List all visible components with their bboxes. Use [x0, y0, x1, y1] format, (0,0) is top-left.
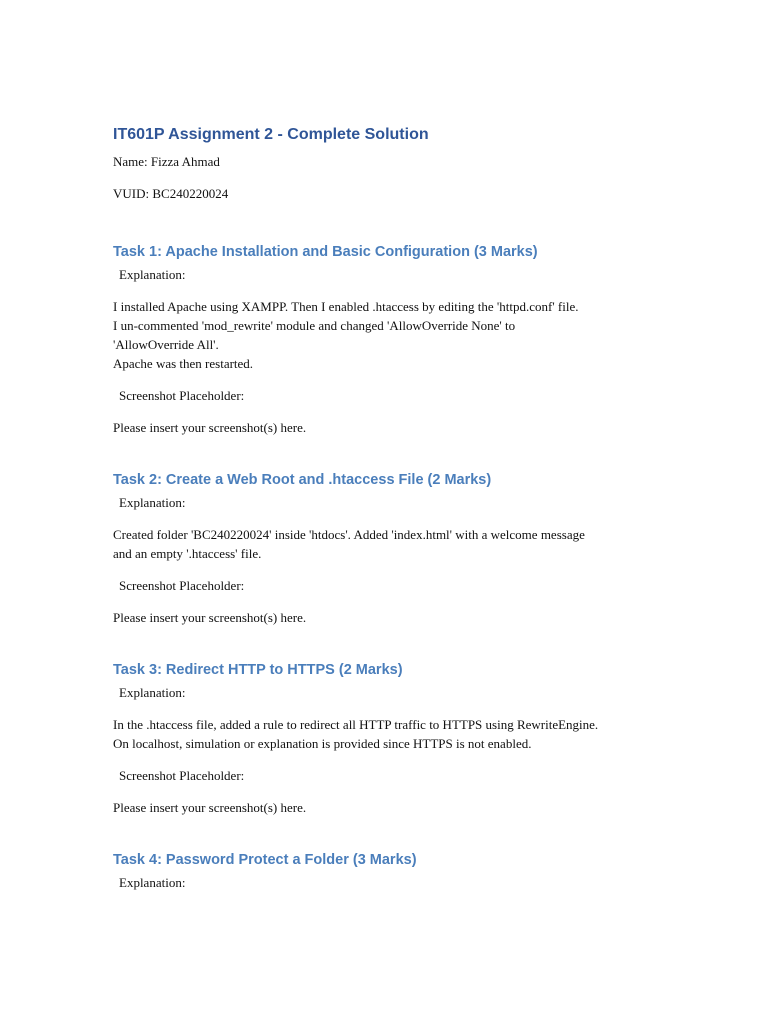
task-2-section — [113, 470, 663, 627]
task-1-explanation: I installed Apache using XAMPP. Then I enabled .htaccess by editing the 'httpd.conf' file. I un-commented 'mod_rewrite' module and changed 'AllowOverride None' to 'AllowOverride All'. Apache was then restarted. — [113, 299, 579, 371]
task-2-explanation-label: Explanation: — [119, 495, 186, 510]
document-title: IT601P Assignment 2 - Complete Solution — [113, 126, 429, 143]
task-2-screenshot-text: Please insert your screenshot(s) here. — [113, 610, 307, 625]
student-name: Name: Fizza Ahmad — [113, 154, 220, 169]
task-1-screenshot-text: Please insert your screenshot(s) here. — [113, 420, 307, 435]
task-2-explanation: Created folder 'BC240220024' inside 'htdocs'. Added 'index.html' with a welcome message and an empty '.htaccess' file. — [113, 527, 585, 561]
student-vuid: VUID: BC240220024 — [113, 186, 229, 201]
task-2-screenshot-label: Screenshot Placeholder: — [119, 578, 245, 593]
task-4-explanation-label: Explanation: — [119, 875, 186, 890]
task-3-explanation-label: Explanation: — [119, 685, 186, 700]
task-3-heading: Task 3: Redirect HTTP to HTTPS (2 Marks) — [113, 662, 403, 678]
task-3-screenshot-text: Please insert your screenshot(s) here. — [113, 800, 307, 815]
task-1-heading: Task 1: Apache Installation and Basic Configuration (3 Marks) — [113, 244, 538, 260]
task-1-section — [113, 242, 663, 437]
task-4-heading: Task 4: Password Protect a Folder (3 Marks) — [113, 852, 417, 868]
task-1-explanation-label: Explanation: — [119, 267, 186, 282]
task-2-heading: Task 2: Create a Web Root and .htaccess File (2 Marks) — [113, 472, 492, 488]
task-3-section — [113, 660, 663, 817]
task-3-explanation: In the .htaccess file, added a rule to redirect all HTTP traffic to HTTPS using RewriteEngine. On localhost, simulation or explanation is provided since HTTPS is not enabled. — [113, 717, 599, 751]
task-3-screenshot-label: Screenshot Placeholder: — [119, 768, 245, 783]
document-page — [113, 124, 663, 905]
task-4-section — [113, 850, 663, 892]
task-1-screenshot-label: Screenshot Placeholder: — [119, 388, 245, 403]
